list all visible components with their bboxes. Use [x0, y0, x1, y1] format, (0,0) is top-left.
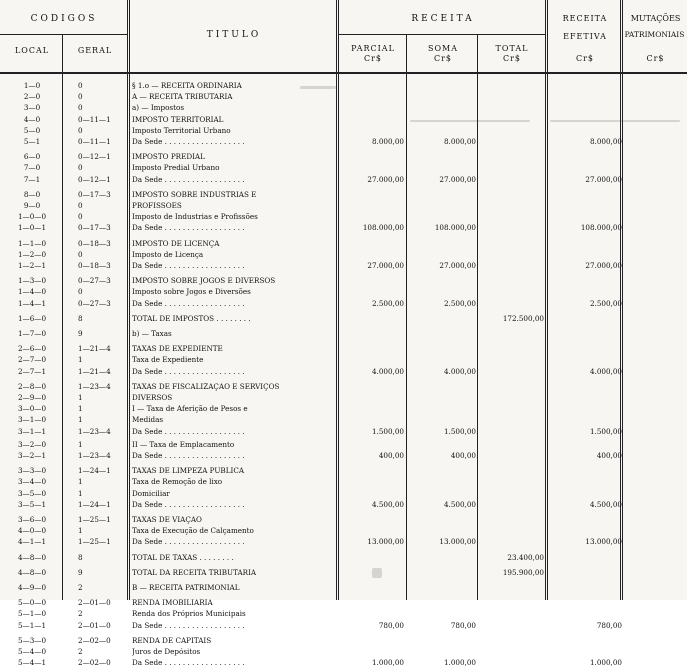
value-efetiva: 780,00: [596, 620, 622, 630]
row-title: TAXAS DE EXPEDIENTE: [132, 345, 223, 354]
value-soma: 780,00: [450, 620, 476, 630]
row-title: A — RECEITA TRIBUTARIA: [132, 93, 233, 102]
header-soma-unit: Cr$: [433, 54, 453, 63]
code-geral: 2: [78, 647, 83, 656]
code-local: 2—7—1: [17, 366, 47, 376]
value-soma: 27.000,00: [439, 261, 476, 270]
row-title: Da Sede . . . . . . . . . . . . . . . . . .: [132, 262, 245, 270]
row-title: Taxa de Execução de Calçamento: [132, 527, 254, 536]
code-geral: 0—11—1: [78, 137, 111, 146]
value-parcial: 108.000,00: [362, 223, 404, 233]
code-geral: 0: [78, 125, 83, 135]
row-title: Taxa de Remoção de lixo: [132, 478, 223, 487]
code-local: 1—3—0: [17, 276, 47, 286]
code-geral: 1: [78, 404, 83, 414]
code-geral: 0: [78, 212, 83, 222]
code-geral: 1—21—4: [78, 344, 111, 354]
code-geral: 0: [78, 249, 83, 259]
code-local: 2—7—0: [17, 355, 47, 365]
code-local: 1—6—0: [17, 313, 47, 323]
code-geral: 8: [78, 313, 83, 323]
code-geral: 2: [78, 609, 83, 619]
row-title: DIVERSOS: [132, 394, 173, 402]
value-soma: 13.000,00: [439, 537, 476, 547]
value-efetiva: 13.000,00: [585, 537, 622, 547]
value-soma: 27.000,00: [439, 174, 476, 184]
row-title: Renda dos Próprios Municipais: [132, 610, 246, 619]
code-local: 5—3—0: [17, 635, 47, 645]
header-mutacoes-1: MUTAÇÕES: [630, 14, 681, 23]
code-local: 4—0—0: [17, 526, 47, 536]
scan-smudge: [372, 568, 382, 578]
code-geral: 9: [78, 329, 83, 338]
code-local: 3—2—1: [17, 451, 47, 460]
code-local: 5—4—0: [17, 647, 47, 656]
code-geral: 0: [78, 92, 83, 102]
row-title: PROFISSÕES: [132, 202, 182, 210]
value-parcial: 1.500,00: [371, 426, 404, 436]
code-local: 1—4—0: [17, 287, 47, 297]
code-local: 3—1—1: [17, 426, 47, 436]
row-title: Imposto de Industrias e Profissões: [132, 213, 258, 222]
code-geral: 0—18—3: [78, 261, 111, 270]
code-geral: 1—25—1: [78, 537, 111, 547]
code-geral: 0: [78, 163, 83, 173]
value-parcial: 2.500,00: [371, 298, 404, 308]
code-geral: 9: [78, 567, 83, 577]
code-local: 1—4—1: [17, 298, 47, 308]
code-geral: 1: [78, 488, 83, 498]
code-local: 3—1—0: [17, 415, 47, 425]
row-title: Da Sede . . . . . . . . . . . . . . . . . .: [132, 621, 245, 630]
header-total: TOTAL: [495, 44, 529, 53]
code-geral: 0—27—3: [78, 276, 111, 286]
header-mutacoes-unit: Cr$: [646, 54, 665, 63]
code-geral: 1: [78, 526, 83, 536]
code-local: 2—9—0: [17, 393, 47, 402]
col-rule-local-geral: [62, 34, 63, 600]
value-soma: 400,00: [450, 451, 476, 460]
code-local: 4—8—0: [17, 567, 47, 577]
code-geral: 2—02—0: [78, 658, 111, 667]
code-geral: 8: [78, 552, 83, 562]
code-local: 3—5—0: [17, 488, 47, 498]
code-geral: 2—02—0: [78, 635, 111, 645]
value-efetiva: 27.000,00: [585, 174, 622, 184]
code-geral: 1—24—1: [78, 466, 111, 476]
row-title: IMPOSTO TERRITORIAL: [132, 115, 224, 124]
header-receita: RECEITA: [411, 14, 475, 24]
row-title: Medidas: [132, 416, 164, 425]
row-title: TAXAS DE VIAÇÃO: [132, 516, 202, 524]
row-title: II — Taxa de Emplacamento: [132, 440, 235, 449]
row-title: TAXAS DE FISCALIZAÇÃO E SERVIÇOS: [132, 382, 280, 391]
row-title: Da Sede . . . . . . . . . . . . . . . . . .: [132, 175, 245, 184]
row-title: Da Sede . . . . . . . . . . . . . . . . . .: [132, 500, 245, 509]
code-local: 8—0: [23, 189, 41, 199]
value-efetiva: 1.000,00: [589, 658, 622, 667]
row-title: TOTAL DE TAXAS . . . . . . . .: [132, 553, 234, 562]
row-title: TAXAS DE LIMPEZA PUBLICA: [132, 467, 245, 476]
row-title: Da Sede . . . . . . . . . . . . . . . . . .: [132, 538, 245, 547]
row-title: § 1.o — RECEITA ORDINARIA: [132, 82, 242, 90]
value-parcial: 780,00: [378, 620, 404, 630]
code-local: 5—0: [23, 125, 41, 135]
value-soma: 2.500,00: [443, 298, 476, 308]
value-total: 23.400,00: [507, 552, 544, 562]
value-parcial: 4.000,00: [371, 366, 404, 376]
code-local: 6—0: [23, 152, 41, 162]
header-bottom-rule: [0, 72, 687, 74]
row-title: RENDA IMOBILIARIA: [132, 599, 213, 608]
value-parcial: 1.000,00: [371, 658, 404, 667]
header-soma: SOMA: [427, 44, 458, 53]
value-soma: 108.000,00: [434, 223, 476, 233]
code-geral: 0: [78, 287, 83, 297]
code-local: 1—0—0: [17, 212, 47, 222]
scan-smudge: [410, 120, 530, 122]
code-geral: 1—23—4: [78, 381, 111, 391]
value-efetiva: 4.500,00: [589, 499, 622, 509]
code-geral: 0—11—1: [78, 114, 111, 124]
row-title: B — RECEITA PATRIMONIAL: [132, 584, 240, 592]
code-local: 2—6—0: [17, 344, 47, 354]
row-title: Imposto de Licença: [132, 250, 204, 259]
row-title: TOTAL DE IMPOSTOS . . . . . . . .: [132, 314, 251, 323]
receita-sub-rule: [338, 34, 546, 35]
code-local: 2—0: [23, 92, 41, 102]
value-parcial: 13.000,00: [367, 537, 404, 547]
header-receita-efetiva-1: RECEITA: [562, 14, 608, 23]
code-local: 5—4—1: [17, 658, 47, 667]
row-title: IMPOSTO SOBRE INDUSTRIAS E: [132, 190, 257, 199]
code-local: 1—2—0: [17, 249, 47, 259]
value-efetiva: 8.000,00: [589, 137, 622, 146]
value-soma: 1.000,00: [443, 658, 476, 667]
scan-smudge: [550, 120, 680, 122]
row-title: Taxa de Expediente: [132, 356, 204, 365]
value-total: 172.500,00: [502, 313, 544, 323]
row-title: Da Sede . . . . . . . . . . . . . . . . . .: [132, 224, 245, 233]
code-geral: 0—18—3: [78, 238, 111, 248]
code-local: 1—0: [23, 81, 41, 90]
value-soma: 1.500,00: [443, 426, 476, 436]
col-rule-parcial-soma: [406, 34, 407, 600]
value-soma: 4.000,00: [443, 366, 476, 376]
header-local: LOCAL: [14, 46, 50, 55]
code-local: 3—0: [23, 103, 41, 113]
row-title: IMPOSTO PREDIAL: [132, 153, 205, 162]
header-total-unit: Cr$: [502, 54, 522, 63]
code-geral: 0—12—1: [78, 174, 111, 184]
row-title: b) — Taxas: [132, 330, 172, 338]
row-title: Imposto Predial Urbano: [132, 164, 220, 173]
row-title: a) — Impostos: [132, 104, 185, 113]
code-local: 3—0—0: [17, 404, 47, 414]
code-local: 2—8—0: [17, 381, 47, 391]
value-efetiva: 4.000,00: [589, 366, 622, 376]
code-local: 3—6—0: [17, 515, 47, 524]
code-geral: 1: [78, 439, 83, 449]
value-parcial: 400,00: [378, 451, 404, 460]
code-local: 3—4—0: [17, 477, 47, 487]
code-geral: 0—27—3: [78, 298, 111, 308]
row-title: RENDA DE CAPITAIS: [132, 636, 212, 645]
code-geral: 0: [78, 103, 83, 113]
code-geral: 1: [78, 477, 83, 487]
value-efetiva: 27.000,00: [585, 261, 622, 270]
value-parcial: 27.000,00: [367, 174, 404, 184]
row-title: Da Sede . . . . . . . . . . . . . . . . . .: [132, 299, 245, 308]
code-local: 1—1—0: [17, 238, 47, 248]
value-efetiva: 400,00: [596, 451, 622, 460]
code-local: 3—2—0: [17, 439, 47, 449]
code-geral: 1: [78, 393, 83, 402]
code-local: 7—0: [23, 163, 41, 173]
code-local: 4—0: [23, 114, 41, 124]
codigos-sub-rule: [0, 34, 128, 35]
row-title: IMPOSTO DE LICENÇA: [132, 239, 220, 248]
header-codigos: CODIGOS: [30, 14, 98, 24]
value-efetiva: 1.500,00: [589, 426, 622, 436]
code-local: 4—8—0: [17, 552, 47, 562]
code-local: 1—0—1: [17, 223, 47, 233]
code-local: 4—1—1: [17, 537, 47, 547]
col-rule-geral-titulo: [127, 0, 130, 600]
value-soma: 4.500,00: [443, 499, 476, 509]
code-geral: 0—17—3: [78, 223, 111, 233]
header-efetiva-unit: Cr$: [575, 54, 595, 63]
row-title: Imposto sobre Jogos e Diversões: [132, 288, 251, 297]
code-geral: 0: [78, 81, 83, 90]
header-receita-efetiva-2: EFETIVA: [563, 32, 607, 41]
code-local: 5—1—0: [17, 609, 47, 619]
code-geral: 0: [78, 201, 83, 210]
code-local: 3—3—0: [17, 466, 47, 476]
code-geral: 1—21—4: [78, 366, 111, 376]
code-local: 4—9—0: [17, 583, 47, 592]
code-geral: 1: [78, 355, 83, 365]
row-title: Da Sede . . . . . . . . . . . . . . . . . .: [132, 427, 245, 436]
row-title: Imposto Territorial Urbano: [132, 126, 231, 135]
row-title: TOTAL DA RECEITA TRIBUTARIA: [132, 568, 257, 577]
row-title: Juros de Depósitos: [132, 648, 201, 656]
row-title: Da Sede . . . . . . . . . . . . . . . . . .: [132, 138, 245, 146]
code-geral: 2—01—0: [78, 620, 111, 630]
value-efetiva: 2.500,00: [589, 298, 622, 308]
code-local: 3—5—1: [17, 499, 47, 509]
row-title: Da Sede . . . . . . . . . . . . . . . . . .: [132, 367, 245, 376]
header-geral: GERAL: [77, 46, 113, 55]
code-geral: 2: [78, 583, 83, 592]
code-local: 1—7—0: [17, 329, 47, 338]
code-local: 5—0—0: [17, 598, 47, 608]
code-geral: 0—17—3: [78, 189, 111, 199]
value-parcial: 8.000,00: [371, 137, 404, 146]
code-local: 9—0: [23, 201, 41, 210]
code-geral: 1: [78, 415, 83, 425]
row-title: I — Taxa de Aferição de Pesos e: [132, 405, 248, 414]
header-titulo: TITULO: [206, 30, 262, 40]
header-parcial-unit: Cr$: [363, 54, 383, 63]
row-title: Da Sede . . . . . . . . . . . . . . . . . .: [132, 452, 245, 460]
code-geral: 0—12—1: [78, 152, 111, 162]
header-parcial: PARCIAL: [351, 44, 395, 53]
code-geral: 1—23—4: [78, 426, 111, 436]
code-geral: 1—25—1: [78, 515, 111, 524]
code-local: 1—2—1: [17, 261, 47, 270]
code-geral: 2—01—0: [78, 598, 111, 608]
row-title: IMPOSTO SOBRE JOGOS E DIVERSOS: [132, 277, 276, 286]
value-parcial: 27.000,00: [367, 261, 404, 270]
code-local: 5—1—1: [17, 620, 47, 630]
value-efetiva: 108.000,00: [580, 223, 622, 233]
code-geral: 1—23—4: [78, 451, 111, 460]
code-local: 5—1: [23, 137, 41, 146]
value-parcial: 4.500,00: [371, 499, 404, 509]
code-local: 7—1: [23, 174, 41, 184]
value-soma: 8.000,00: [443, 137, 476, 146]
header-mutacoes-2: PATRIMONIAIS: [624, 30, 685, 39]
code-geral: 1—24—1: [78, 499, 111, 509]
value-total: 195.900,00: [502, 567, 544, 577]
row-title: Da Sede . . . . . . . . . . . . . . . . . .: [132, 659, 245, 667]
row-title: Domiciliar: [132, 489, 170, 498]
